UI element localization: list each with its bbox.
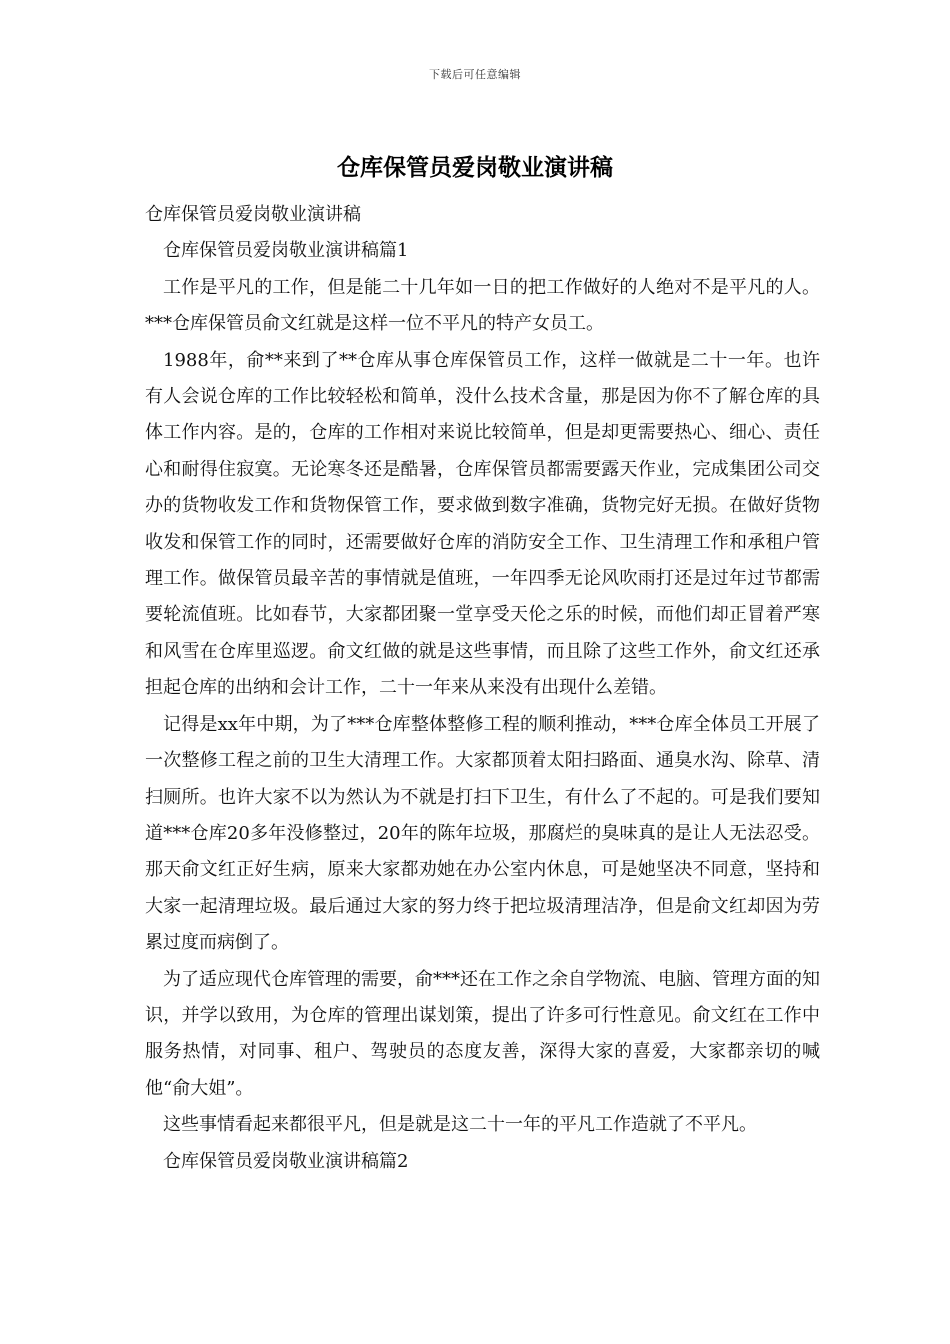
section-heading-2: 仓库保管员爱岗敬业演讲稿篇2: [163, 1150, 409, 1172]
paragraph-4: 为了适应现代仓库管理的需要，俞***还在工作之余自学物流、电脑、管理方面的知识，并学以致用，为仓库的管理出谋划策，提出了许多可行性意见。俞文红在工作中服务热情，对同事、租户、驾驶员的态度友善，深得大家的喜爱，大家都亲切的喊他“俞大姐”。: [145, 968, 820, 1099]
header-note: 下载后可任意编辑: [429, 68, 521, 81]
paragraph-3: 记得是xx年中期，为了***仓库整体整修工程的顺利推动，***仓库全体员工开展了一次整修工程之前的卫生大清理工作。大家都顶着太阳扫路面、通臭水沟、除草、清扫厕所。也许大家不以为然认为不就是打扫下卫生，有什么了不起的。可是我们要知道***仓库20多年没修整过，20年的陈年垃圾，那腐烂的臭味真的是让人无法忍受。那天俞文红正好生病，原来大家都劝她在办公室内休息，可是她坚决不同意，坚持和大家一起清理垃圾。最后通过大家的努力终于把垃圾清理洁净，但是俞文红却因为劳累过度而病倒了。: [145, 713, 820, 954]
paragraph-2: 1988年，俞**来到了**仓库从事仓库保管员工作，这样一做就是二十一年。也许有人会说仓库的工作比较轻松和简单，没什么技术含量，那是因为你不了解仓库的具体工作内容。是的，仓库的工作相对来说比较简单，但是却更需要热心、细心、责任心和耐得住寂寞。无论寒冬还是酷暑，仓库保管员都需要露天作业，完成集团公司交办的货物收发工作和货物保管工作，要求做到数字准确，货物完好无损。在做好货物收发和保管工作的同时，还需要做好仓库的消防安全工作、卫生清理工作和承租户管理工作。做保管员最辛苦的事情就是值班，一年四季无论风吹雨打还是过年过节都需要轮流值班。比如春节，大家都团聚一堂享受天伦之乐的时候，而他们却正冒着严寒和风雪在仓库里巡逻。俞文红做的就是这些事情，而且除了这些工作外，俞文红还承担起仓库的出纳和会计工作，二十一年来从来没有出现什么差错。: [145, 349, 820, 699]
paragraph-1: 工作是平凡的工作，但是能二十几年如一日的把工作做好的人绝对不是平凡的人。***仓库保管员俞文红就是这样一位不平凡的特产女员工。: [145, 276, 820, 335]
document-body: [145, 197, 820, 1180]
section-heading-1: 仓库保管员爱岗敬业演讲稿篇1: [163, 240, 409, 262]
paragraph-5: 这些事情看起来都很平凡，但是就是这二十一年的平凡工作造就了不平凡。: [163, 1114, 757, 1136]
document-title: 仓库保管员爱岗敬业演讲稿: [337, 154, 613, 181]
document-subtitle: 仓库保管员爱岗敬业演讲稿: [145, 204, 361, 225]
